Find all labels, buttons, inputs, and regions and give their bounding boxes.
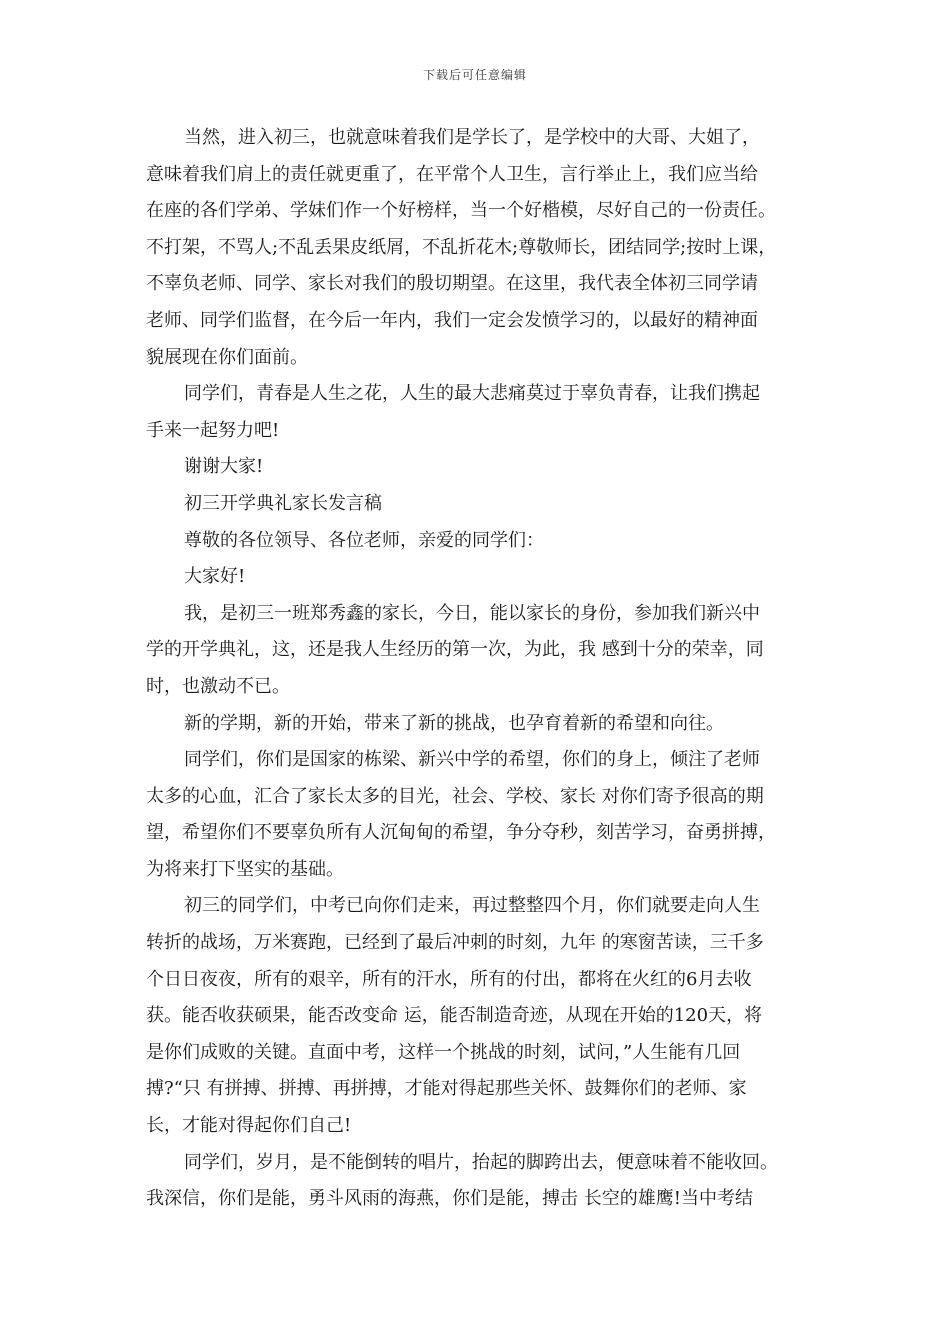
text-line: 不辜负老师、同学、家长对我们的殷切期望。在这里，我代表全体初三同学请 bbox=[146, 273, 758, 295]
text-line: 同学们，岁月，是不能倒转的唱片，抬起的脚跨出去，便意味着不能收回。 bbox=[184, 1151, 778, 1173]
salutation: 尊敬的各位领导、各位老师，亲爱的同学们： bbox=[184, 529, 544, 551]
text-line: 我深信，你们是能，勇斗风雨的海燕，你们是能，搏击 长空的雄鹰!当中考结 bbox=[146, 1188, 753, 1210]
text-line: 我，是初三一班郑秀鑫的家长，今日，能以家长的身份，参加我们新兴中 bbox=[184, 602, 760, 624]
text-line: 同学们，你们是国家的栋梁、新兴中学的希望，你们的身上，倾注了老师 bbox=[184, 749, 760, 771]
text-line: 老师、同学们监督，在今后一年内，我们一定会发愤学习的，以最好的精神面 bbox=[146, 309, 758, 331]
text-line: 初三的同学们，中考已向你们走来，再过整整四个月，你们就要走向人生 bbox=[184, 895, 760, 917]
text-line: 学的开学典礼，这，还是我人生经历的第一次，为此，我 感到十分的荣幸，同 bbox=[146, 639, 764, 661]
text-line: 意味着我们肩上的责任就更重了，在平常个人卫生，言行举止上，我们应当给 bbox=[146, 163, 758, 185]
text-line: 当然，进入初三，也就意味着我们是学长了，是学校中的大哥、大姐了， bbox=[184, 127, 760, 148]
text-line: 获。能否收获硕果，能否改变命 运，能否制造奇迹，从现在开始的120天，将 bbox=[146, 1005, 763, 1027]
text-line: 个日日夜夜，所有的艰辛，所有的汗水，所有的付出，都将在火红的6月去收 bbox=[146, 968, 752, 990]
section-title: 初三开学典礼家长发言稿 bbox=[184, 492, 382, 514]
header-note: 下载后可任意编辑 bbox=[422, 68, 527, 82]
text-line: 不打架，不骂人;不乱丢果皮纸屑，不乱折花木;尊敬师长，团结同学;按时上课， bbox=[146, 236, 777, 258]
text-line: 在座的各们学弟、学妹们作一个好榜样，当一个好楷模，尽好自己的一份责任。 bbox=[146, 200, 776, 222]
text-line: 太多的心血，汇合了家长太多的目光，社会、学校、家长 对你们寄予很高的期 bbox=[146, 785, 764, 807]
text-line: 搏?“只 有拼搏、拼搏、再拼搏，才能对得起那些关怀、鼓舞你们的老师、家 bbox=[146, 1078, 747, 1100]
text-line: 新的学期，新的开始，带来了新的挑战，也孕育着新的希望和向往。 bbox=[184, 712, 724, 734]
text-line: 貌展现在你们面前。 bbox=[146, 346, 308, 368]
text-line: 手来一起努力吧! bbox=[146, 419, 280, 441]
greeting: 大家好! bbox=[184, 566, 246, 588]
text-line: 转折的战场，万米赛跑，已经到了最后冲刺的时刻，九年 的寒窗苦读，三千多 bbox=[146, 932, 764, 954]
document-body bbox=[146, 120, 806, 1218]
text-line: 谢谢大家! bbox=[184, 456, 264, 478]
text-line: 为将来打下坚实的基础。 bbox=[146, 858, 344, 880]
text-line: 同学们，青春是人生之花，人生的最大悲痛莫过于辜负青春，让我们携起 bbox=[184, 383, 760, 405]
text-line: 时，也激动不已。 bbox=[146, 675, 290, 697]
text-line: 望，希望你们不要辜负所有人沉甸甸的希望，争分夺秒，刻苦学习，奋勇拼搏， bbox=[146, 822, 776, 844]
text-line: 长，才能对得起你们自己! bbox=[146, 1115, 352, 1137]
text-line: 是你们成败的关键。直面中考，这样一个挑战的时刻，试问，”人生能有几回 bbox=[146, 1041, 741, 1063]
